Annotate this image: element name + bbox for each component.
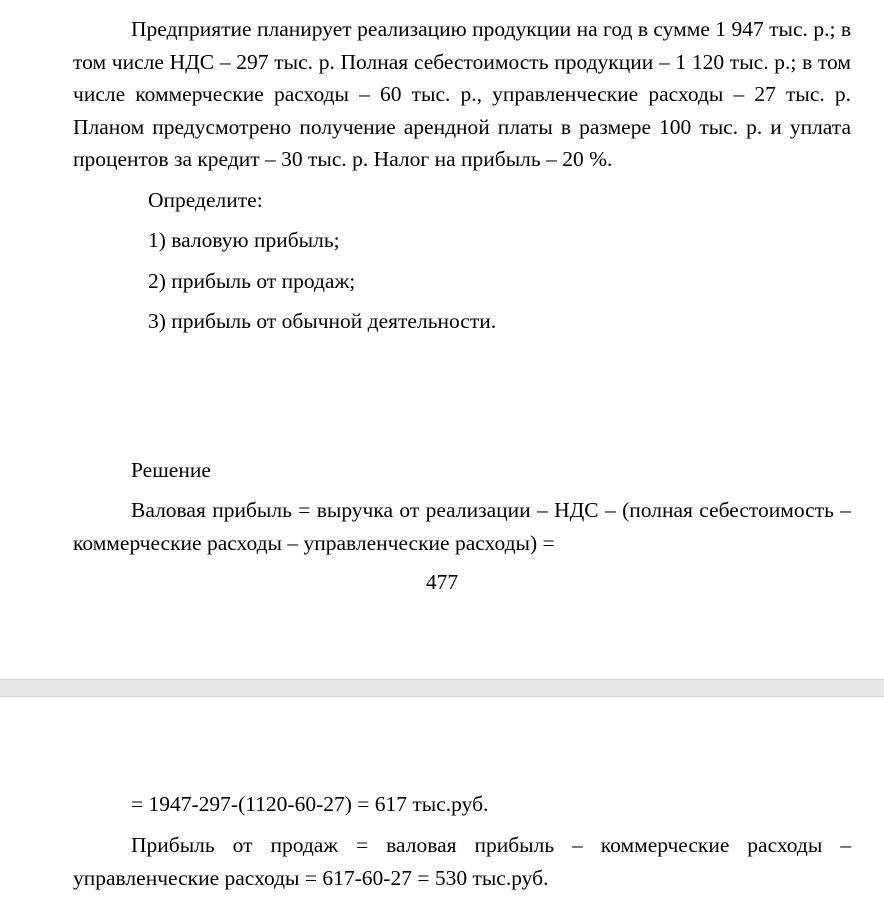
task-item-2: 2) прибыль от продаж; — [148, 268, 356, 293]
page-number: 477 — [425, 570, 459, 594]
gross-profit-calculation: = 1947-297-(1120-60-27) = 617 тыс.руб. — [131, 792, 489, 816]
sales-profit-block — [73, 829, 851, 894]
problem-text-block — [73, 13, 851, 338]
gross-profit-formula: Валовая прибыль = выручка от реализации – НДС – (полная себестоимость – коммерческие расходы – управленческие расходы) = — [73, 498, 851, 555]
task-item-3: 3) прибыль от обычной деятельности. — [148, 309, 497, 333]
sales-profit-formula: Прибыль от продаж = валовая прибыль – коммерческие расходы – управленческие расходы = 617-60-27 = 530 тыс.руб. — [73, 833, 851, 890]
problem-paragraph: Предприятие планирует реализацию продукции на год в сумме 1 947 тыс. р.; в том числе НДС – 297 тыс. р. Полная себестоимость продукции – 1 120 тыс. р.; в том числе коммерческие расходы – 60 тыс. р., управленческие расходы – 27 тыс. р. Планом предусмотрено получение арендной платы в размере 100 тыс. р. и уплата процентов за кредит – 30 тыс. р. Налог на прибыль – 20 %. — [73, 17, 851, 171]
solution-formula-block — [73, 494, 851, 559]
task-heading: Определите: — [148, 187, 263, 212]
page-separator — [0, 679, 884, 697]
task-item-1: 1) валовую прибыль; — [148, 228, 340, 252]
solution-heading: Решение — [131, 458, 211, 482]
